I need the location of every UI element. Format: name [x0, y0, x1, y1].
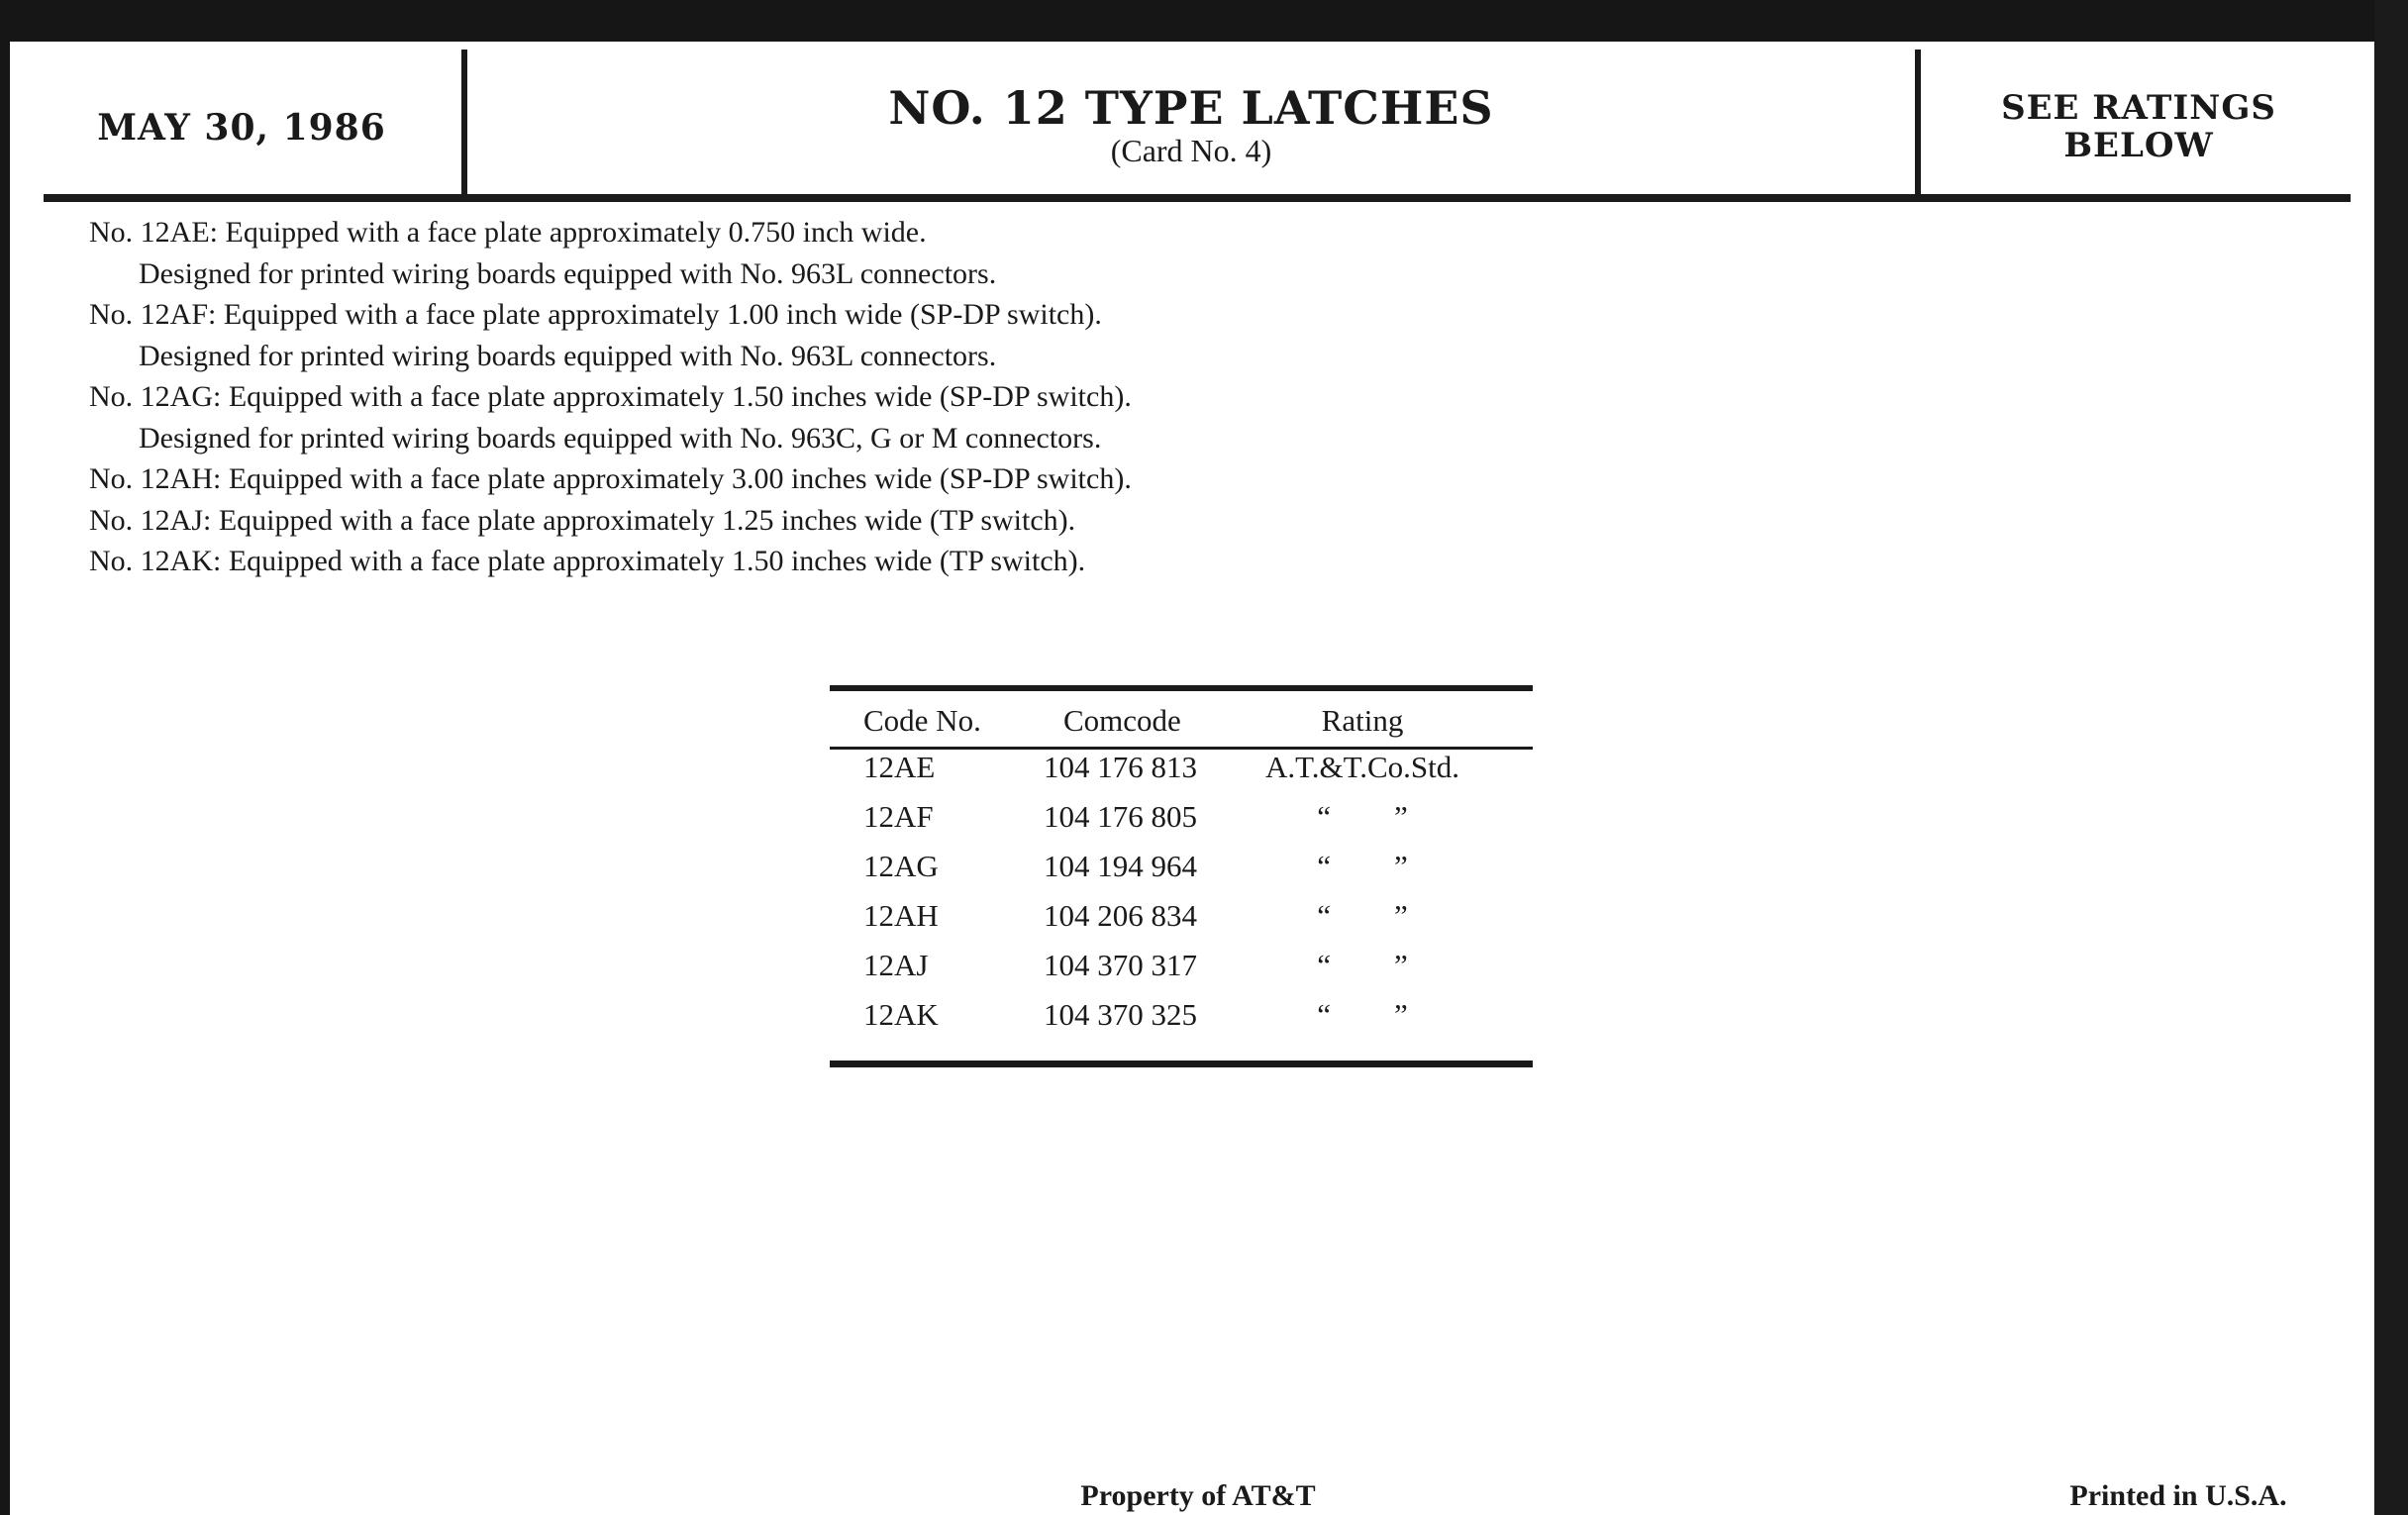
column-header-rating: Rating [1321, 703, 1404, 738]
rating-cell [1234, 849, 1491, 884]
rating-cell [1234, 799, 1491, 835]
card-date: MAY 30, 1986 [97, 107, 386, 149]
comcode-cell: 104 194 964 [1044, 849, 1197, 883]
card-subtitle: (Card No. 4) [1110, 133, 1272, 168]
comcode-cell: 104 176 805 [1044, 799, 1197, 834]
ditto-open-mark: “ [1317, 997, 1331, 1032]
table-row [830, 898, 1533, 948]
ditto-close-mark: ” [1394, 799, 1408, 834]
code-cell: 12AH [863, 898, 939, 933]
header-rule [44, 194, 2351, 202]
description-line: No. 12AG: Equipped with a face plate approximately 1.50 inches wide (SP-DP switch). [89, 380, 1132, 413]
footer-property: Property of AT&T [1080, 1479, 1316, 1512]
column-header-code: Code No. [863, 703, 981, 738]
rating-cell: A.T.&T.Co.Std. [1264, 750, 1460, 784]
description-line: Designed for printed wiring boards equipped with No. 963C, G or M connectors. [139, 421, 1102, 454]
description-line: No. 12AJ: Equipped with a face plate approximately 1.25 inches wide (TP switch). [89, 503, 1076, 537]
rating-note [1921, 89, 2357, 164]
comcode-cell: 104 206 834 [1044, 898, 1197, 933]
table-row [830, 750, 1533, 799]
description-line: Designed for printed wiring boards equipped with No. 963L connectors. [139, 339, 997, 372]
comcode-cell: 104 370 325 [1044, 997, 1197, 1032]
ratings-table [830, 685, 1533, 1067]
description-list [89, 212, 1574, 582]
ditto-open-mark: “ [1317, 948, 1331, 982]
description-line: No. 12AK: Equipped with a face plate approximately 1.50 inches wide (TP switch). [89, 545, 1086, 577]
ditto-close-mark: ” [1394, 948, 1408, 982]
ditto-open-mark: “ [1317, 898, 1331, 933]
ditto-close-mark: ” [1394, 849, 1408, 883]
footer-printed: Printed in U.S.A. [2069, 1479, 2287, 1512]
code-cell: 12AE [863, 750, 936, 784]
spec-card [10, 42, 2374, 1515]
comcode-cell: 104 370 317 [1044, 948, 1197, 982]
description-line: No. 12AE: Equipped with a face plate approximately 0.750 inch wide. [89, 216, 927, 249]
ditto-close-mark: ” [1394, 898, 1408, 933]
code-cell: 12AG [863, 849, 939, 883]
card-title: NO. 12 TYPE LATCHES [888, 81, 1494, 135]
scan-right-border [2374, 0, 2408, 1515]
table-row [830, 849, 1533, 898]
ditto-close-mark: ” [1394, 997, 1408, 1032]
code-cell: 12AK [863, 997, 939, 1032]
rating-note-line1: SEE RATINGS [2001, 88, 2276, 128]
card-title-block [467, 83, 1915, 168]
table-header-row [830, 691, 1533, 747]
code-cell: 12AF [863, 799, 934, 834]
rating-cell [1234, 948, 1491, 983]
comcode-cell: 104 176 813 [1044, 750, 1197, 784]
rating-cell [1234, 898, 1491, 934]
description-line: No. 12AF: Equipped with a face plate approximately 1.00 inch wide (SP-DP switch). [89, 298, 1102, 331]
table-bottom-rule [830, 1060, 1533, 1067]
column-header-comcode: Comcode [1063, 703, 1181, 738]
scan-left-border [0, 0, 10, 1515]
rating-note-line2: BELOW [2063, 126, 2214, 165]
rating-cell [1234, 997, 1491, 1033]
table-row [830, 799, 1533, 849]
ditto-open-mark: “ [1317, 799, 1331, 834]
description-line: No. 12AH: Equipped with a face plate approximately 3.00 inches wide (SP-DP switch). [89, 462, 1132, 495]
code-cell: 12AJ [863, 948, 929, 982]
table-row [830, 997, 1533, 1047]
ditto-open-mark: “ [1317, 849, 1331, 883]
table-row [830, 948, 1533, 997]
description-line: Designed for printed wiring boards equipped with No. 963L connectors. [139, 256, 997, 290]
scan-top-border [0, 0, 2408, 42]
